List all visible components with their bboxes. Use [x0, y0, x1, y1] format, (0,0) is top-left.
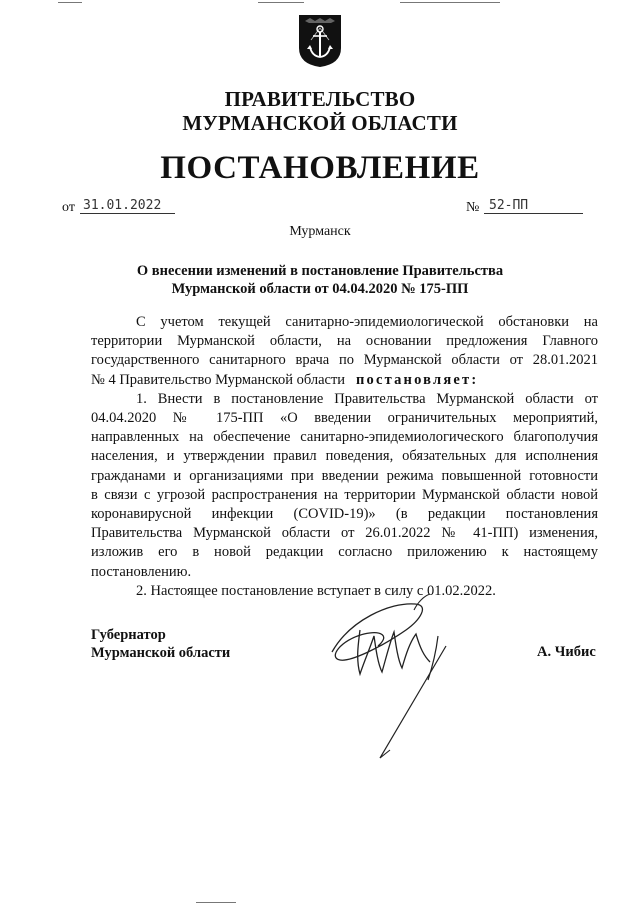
- document-number: 52-ПП: [484, 198, 583, 214]
- scan-artifact: [196, 902, 236, 903]
- body-line: [91, 371, 598, 390]
- body-line: С учетом текущей санитарно-эпидемиологической обстановки на: [136, 314, 598, 330]
- signatory-title-line1: Губернатор: [91, 627, 166, 643]
- city: Мурманск: [289, 224, 351, 239]
- body-line: постановлению.: [91, 563, 192, 580]
- document-body: [91, 313, 598, 601]
- signatory-title: [91, 626, 230, 662]
- organization-name-line2: МУРМАНСКОЙ ОБЛАСТИ: [182, 111, 458, 135]
- organization-name-line1: ПРАВИТЕЛЬСТВО: [224, 87, 416, 111]
- body-line: направленных на обеспечение санитарно-эпидемиологического благополучия: [91, 429, 598, 446]
- body-line: 2. Настоящее постановление вступает в силу с 01.02.2022.: [136, 582, 496, 599]
- scan-artifact: [258, 2, 304, 3]
- body-line: гражданами и организациями при введении режима повышенной готовности: [91, 467, 598, 484]
- body-line: территории Мурманской области, на основании предложения Главного: [91, 333, 598, 350]
- date-prefix: от: [62, 200, 75, 215]
- body-line: коронавирусной инфекции (COVID-19)» (в редакции постановления: [91, 506, 598, 523]
- document-title-line1: О внесении изменений в постановление Правительства: [136, 263, 504, 279]
- body-line: изложив его в новой редакции согласно приложению к настоящему: [91, 544, 598, 561]
- document-date: 31.01.2022: [80, 198, 175, 214]
- murmansk-coat-of-arms-icon: [298, 14, 342, 68]
- body-line: в связи с угрозой распространения на территории Мурманской области новой: [91, 486, 598, 503]
- body-line: населения, и утверждении правил поведения, обязательных для исполнения: [91, 448, 598, 465]
- handwritten-signature: [320, 590, 470, 770]
- document-title-line2: Мурманской области от 04.04.2020 № 175-ПП: [171, 281, 469, 297]
- body-line: Правительства Мурманской области от 26.01.2022 № 41-ПП) изменения,: [91, 525, 598, 542]
- body-line: 1. Внести в постановление Правительства Мурманской области от: [136, 390, 598, 407]
- body-line: государственного санитарного врача по Мурманской области от 28.01.2021: [91, 352, 598, 369]
- scan-artifact: [400, 2, 500, 3]
- body-line-text: № 4 Правительство Мурманской области: [91, 371, 346, 388]
- resolve-word: постановляет:: [355, 371, 479, 388]
- body-line: 04.04.2020 № 175-ПП «О введении ограничительных мероприятий,: [91, 410, 598, 427]
- number-prefix: №: [466, 200, 480, 215]
- document-type-heading: ПОСТАНОВЛЕНИЕ: [160, 150, 480, 186]
- scan-artifact: [58, 2, 82, 3]
- signatory-title-line2: Мурманской области: [91, 645, 231, 661]
- signatory-name: А. Чибис: [537, 644, 596, 660]
